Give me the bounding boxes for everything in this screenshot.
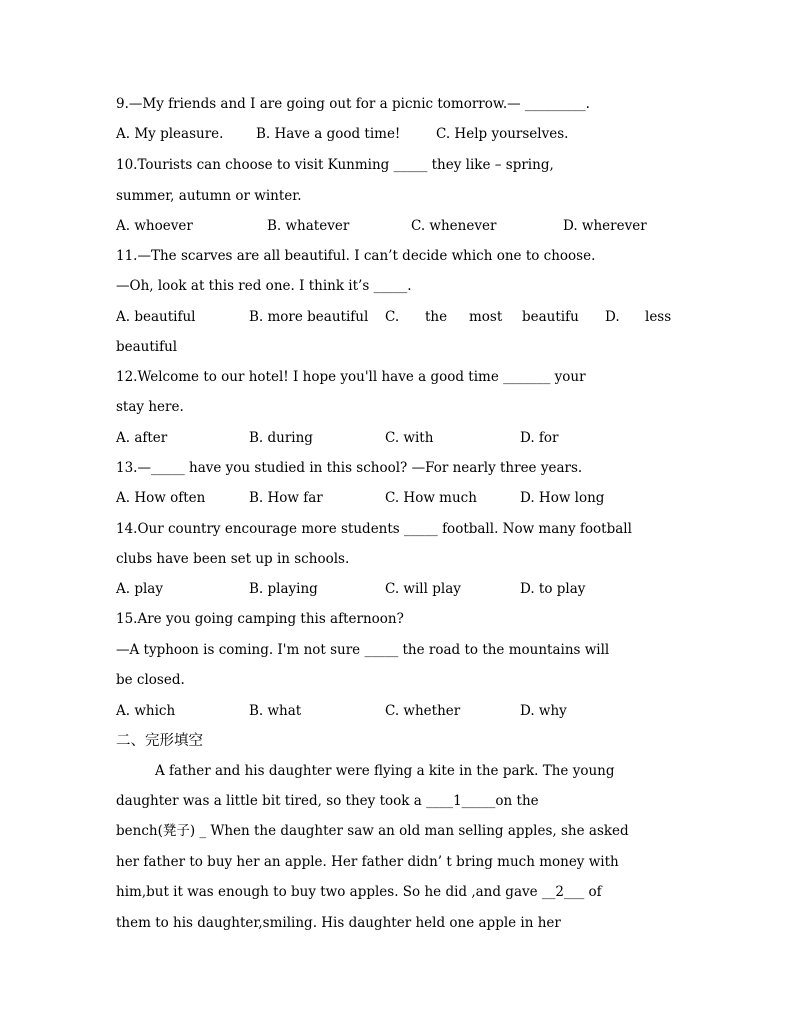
question-15-option-b: B. what	[249, 703, 302, 719]
question-10-stem-line-1: 10.Tourists can choose to visit Kunming _____ they like – spring,	[116, 157, 554, 173]
question-12-option-a: A. after	[116, 430, 168, 446]
question-15-stem-line-3: be closed.	[116, 672, 185, 688]
question-13-option-c: C. How much	[385, 490, 477, 506]
question-12-option-b: B. during	[249, 430, 313, 446]
question-10-stem-line-2: summer, autumn or winter.	[116, 188, 302, 204]
question-11-option-c-word-1: the	[425, 309, 448, 325]
passage-line-2: daughter was a little bit tired, so they took a ____1_____on the	[116, 793, 539, 809]
passage-line-6: them to his daughter,smiling. His daughter held one apple in her	[116, 915, 561, 931]
question-11-option-c-letter: C.	[385, 309, 400, 325]
question-15-stem-line-2: —A typhoon is coming. I'm not sure _____ the road to the mountains will	[116, 642, 610, 658]
question-11-option-d-word: less	[645, 309, 672, 325]
question-9-option-a: A. My pleasure.	[116, 126, 224, 142]
question-11-stem-line-2: —Oh, look at this red one. I think it’s _____.	[116, 278, 412, 294]
question-9-option-b: B. Have a good time!	[256, 126, 401, 142]
question-14-stem-line-2: clubs have been set up in schools.	[116, 551, 350, 567]
question-11-option-c-word-2: most	[469, 309, 503, 325]
question-10-option-d: D. wherever	[563, 218, 647, 234]
question-15-option-d: D. why	[520, 703, 567, 719]
passage-line-4: her father to buy her an apple. Her father didn’ t bring much money with	[116, 854, 619, 870]
question-10-option-c: C. whenever	[411, 218, 497, 234]
question-12-stem-line-1: 12.Welcome to our hotel! I hope you'll have a good time _______ your	[116, 369, 586, 385]
section-heading: 二、完形填空	[116, 733, 203, 749]
question-14-option-b: B. playing	[249, 581, 318, 597]
question-13-option-d: D. How long	[520, 490, 605, 506]
question-12-option-c: C. with	[385, 430, 434, 446]
question-14-option-a: A. play	[116, 581, 163, 597]
question-13-option-a: A. How often	[116, 490, 206, 506]
question-10-option-b: B. whatever	[267, 218, 350, 234]
question-15-stem-line-1: 15.Are you going camping this afternoon?	[116, 611, 404, 627]
question-13-stem: 13.—_____ have you studied in this school? —For nearly three years.	[116, 460, 583, 476]
question-11-option-d-letter: D.	[605, 309, 620, 325]
question-15-option-a: A. which	[116, 703, 176, 719]
question-14-option-c: C. will play	[385, 581, 461, 597]
question-12-stem-line-2: stay here.	[116, 399, 184, 415]
question-11-option-d-continuation: beautiful	[116, 339, 178, 355]
question-11-option-a: A. beautiful	[116, 309, 196, 325]
question-9-stem: 9.—My friends and I are going out for a picnic tomorrow.— _________.	[116, 96, 590, 112]
passage-line-5: him,but it was enough to buy two apples. So he did ,and gave __2___ of	[116, 884, 602, 900]
question-11-option-b: B. more beautiful	[249, 309, 369, 325]
question-10-option-a: A. whoever	[116, 218, 193, 234]
question-14-stem-line-1: 14.Our country encourage more students _____ football. Now many football	[116, 521, 632, 537]
passage-line-1: A father and his daughter were flying a kite in the park. The young	[155, 763, 615, 779]
question-13-option-b: B. How far	[249, 490, 323, 506]
question-15-option-c: C. whether	[385, 703, 461, 719]
question-9-option-c: C. Help yourselves.	[436, 126, 569, 142]
passage-line-3: bench(凳子) _ When the daughter saw an old man selling apples, she asked	[116, 823, 629, 839]
question-11-stem-line-1: 11.—The scarves are all beautiful. I can’t decide which one to choose.	[116, 248, 596, 264]
question-11-option-c-word-3: beautifu	[522, 309, 579, 325]
question-14-option-d: D. to play	[520, 581, 586, 597]
question-12-option-d: D. for	[520, 430, 559, 446]
